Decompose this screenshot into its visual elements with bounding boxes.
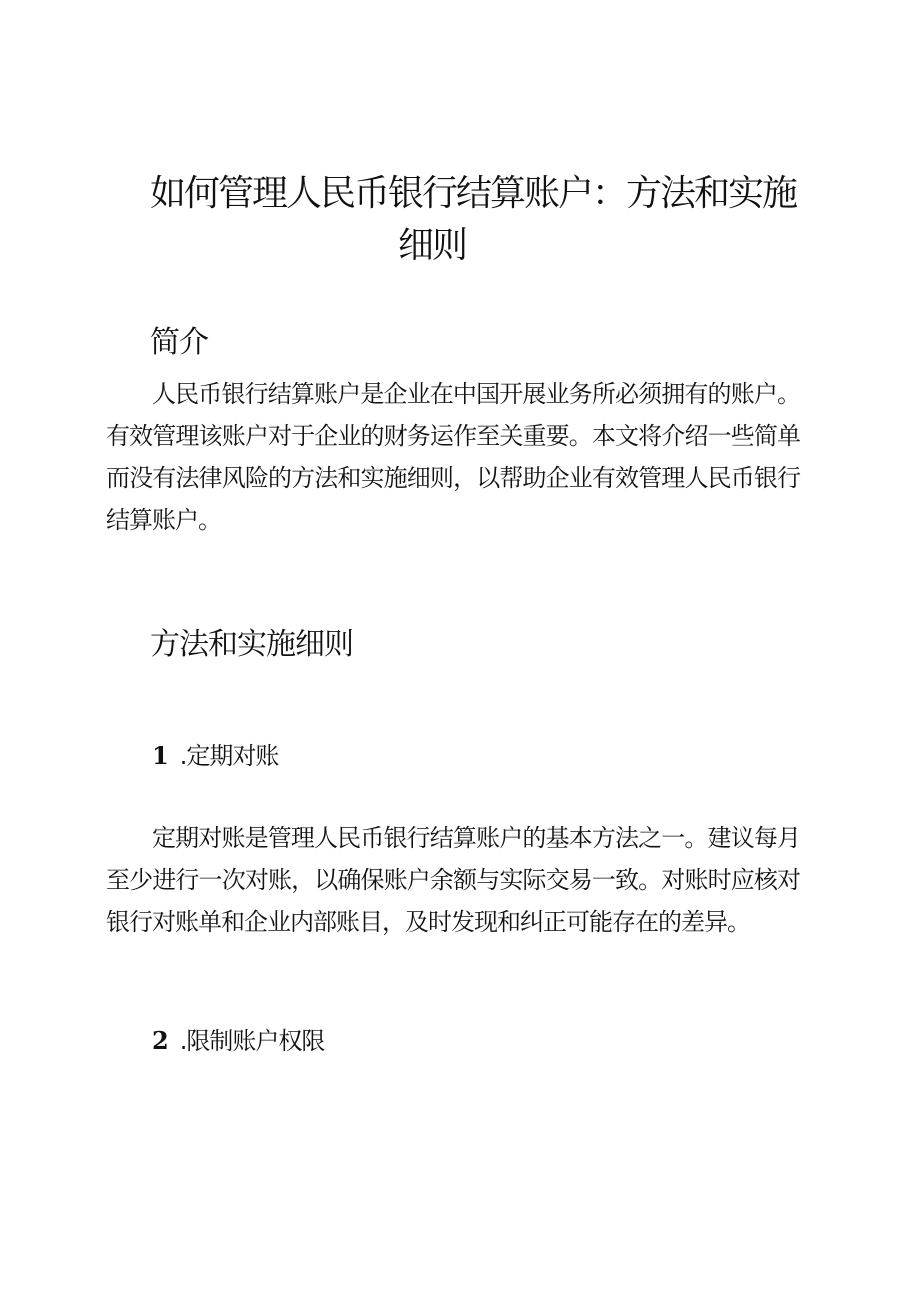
method-2-heading: [152, 1025, 324, 1057]
method-2-number: 2: [152, 1026, 168, 1055]
method-1-paragraph: 定期对账是管理人民币银行结算账户的基本方法之一。建议每月至少进行一次对账，以确保账户余额与实际交易一致。对账时应核对银行对账单和企业内部账目，及时发现和纠正可能存在的差异。: [106, 824, 800, 936]
intro-paragraph: 人民币银行结算账户是企业在中国开展业务所必须拥有的账户。有效管理该账户对于企业的财务运作至关重要。本文将介绍一些简单而没有法律风险的方法和实施细则，以帮助企业有效管理人民币银行结算账户。: [106, 380, 800, 534]
method-1-number: 1: [152, 741, 168, 770]
method-1-heading: [152, 740, 278, 772]
method-1-title: .定期对账: [179, 742, 279, 770]
intro-heading: 简介: [150, 325, 208, 360]
document-title-line1: 如何管理人民币银行结算账户：方法和实施: [150, 173, 797, 214]
document-title-line2: 细则: [398, 225, 467, 266]
method-2-title: .限制账户权限: [179, 1027, 325, 1055]
document-title: [150, 168, 810, 272]
methods-heading: 方法和实施细则: [150, 627, 353, 662]
